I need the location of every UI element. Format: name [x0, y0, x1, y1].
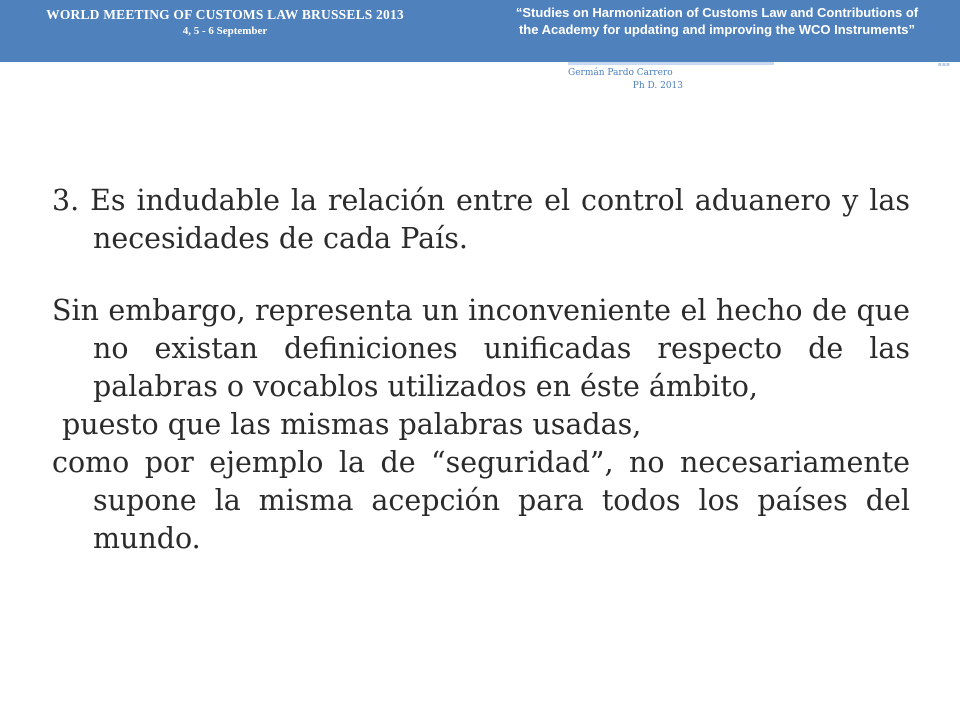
study-title — [478, 4, 956, 38]
puesto-que-paragraph: puesto que las mismas palabras usadas, — [62, 408, 642, 441]
author-divider — [568, 62, 774, 65]
study-title-line-2: the Academy for updating and improving the WCO Instruments” — [518, 22, 916, 37]
slide-header — [0, 0, 960, 62]
header-decoration-mark: ▪▪▪ — [937, 61, 950, 68]
sin-embargo-paragraph: Sin embargo, representa un inconveniente el hecho de que no existan definiciones unificadas respecto de las palabras o vocablos utilizados en éste ámbito, — [52, 294, 910, 403]
author-degree: Ph D. 2013 — [632, 81, 683, 91]
slide-body — [52, 182, 910, 558]
conference-title: WORLD MEETING OF CUSTOMS LAW BRUSSELS 2013 — [46, 7, 404, 22]
author-block — [568, 67, 688, 93]
author-name: Germán Pardo Carrero — [568, 68, 673, 78]
conference-dates: 4, 5 - 6 September — [182, 25, 268, 37]
point-3-paragraph: 3. Es indudable la relación entre el control aduanero y las necesidades de cada País. — [52, 184, 910, 255]
paragraph-gap — [52, 258, 910, 292]
study-title-line-1: “Studies on Harmonization of Customs Law and Contributions of — [515, 5, 919, 20]
como-por-ejemplo-paragraph: como por ejemplo la de “seguridad”, no necesariamente supone la misma acepción para todos los países del mundo. — [52, 446, 910, 555]
